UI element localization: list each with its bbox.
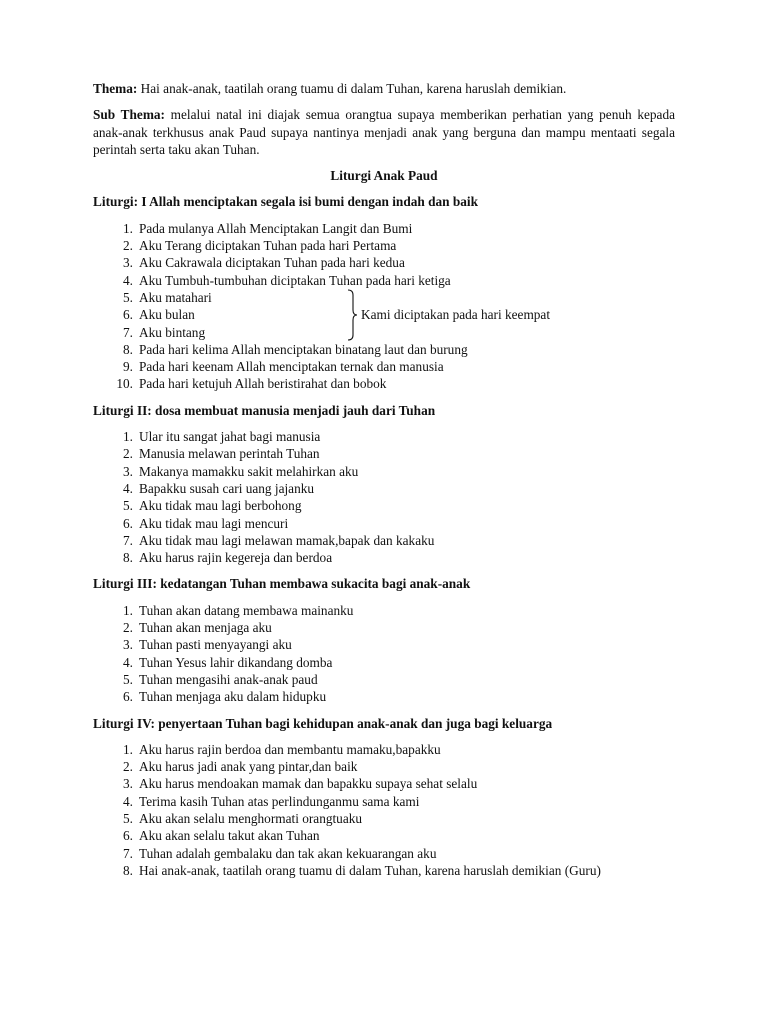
theme-paragraph [93, 80, 675, 97]
list-item-number: 2. [123, 759, 133, 775]
list-item [112, 463, 675, 480]
list-item-number: 1. [123, 741, 133, 757]
list-item [112, 532, 675, 549]
list-item-text: Bapakku susah cari uang jajanku [139, 480, 315, 496]
list-item-text: Aku akan selalu menghormati orangtuaku [139, 810, 363, 826]
list-item [112, 636, 675, 653]
liturgy-list [93, 602, 675, 706]
sub-theme-paragraph [93, 106, 675, 158]
list-item-text: Aku tidak mau lagi melawan mamak,bapak dan kakaku [139, 532, 435, 548]
list-item-text: Tuhan Yesus lahir dikandang domba [139, 654, 333, 670]
sub-theme-label: Sub Thema: [93, 107, 165, 123]
list-item-number: 6. [123, 515, 133, 531]
list-item [112, 827, 675, 844]
liturgy-list [93, 741, 675, 879]
list-item-number: 5. [123, 498, 133, 514]
list-item-text: Makanya mamakku sakit melahirkan aku [139, 463, 359, 479]
list-item-text: Tuhan pasti menyayangi aku [139, 637, 292, 653]
list-item-text: Aku tidak mau lagi mencuri [139, 515, 289, 531]
list-item [112, 341, 675, 358]
list-item-text: Aku bulan [139, 307, 195, 323]
list-item-number: 7. [123, 532, 133, 548]
liturgy-heading: Liturgi II: dosa membuat manusia menjadi jauh dari Tuhan [93, 402, 436, 418]
list-item-text: Tuhan menjaga aku dalam hidupku [139, 689, 327, 705]
list-item-text: Tuhan akan menjaga aku [139, 620, 272, 636]
list-item [112, 688, 675, 705]
liturgy-heading: Liturgi III: kedatangan Tuhan membawa sukacita bagi anak-anak [93, 576, 471, 592]
list-item [112, 845, 675, 862]
list-item-text: Aku harus jadi anak yang pintar,dan baik [139, 759, 358, 775]
list-item-number: 8. [123, 862, 133, 878]
sub-theme-text: melalui natal ini diajak semua orangtua supaya memberikan perhatian yang penuh kepada anak-anak terkhusus anak Paud supaya nantinya menjadi anak yang berguna dan mampu mentaati segala perintah serta taku akan Tuhan. [93, 107, 675, 157]
list-item-number: 5. [123, 671, 133, 687]
curly-brace-icon [346, 289, 358, 341]
list-item-number: 10. [116, 376, 133, 392]
brace-note-text: Kami diciptakan pada hari keempat [361, 307, 551, 323]
list-item-text: Tuhan mengasihi anak-anak paud [139, 671, 318, 687]
list-item-number: 7. [123, 845, 133, 861]
list-item [112, 445, 675, 462]
list-item [112, 480, 675, 497]
list-item-number: 2. [123, 238, 133, 254]
list-item [112, 602, 675, 619]
list-item [112, 220, 675, 237]
list-item-text: Aku akan selalu takut akan Tuhan [139, 828, 320, 844]
liturgy-list [93, 220, 675, 393]
list-item-number: 4. [123, 480, 133, 496]
list-item-number: 9. [123, 359, 133, 375]
list-item [112, 254, 675, 271]
list-item-number: 4. [123, 793, 133, 809]
list-item [112, 810, 675, 827]
list-item-number: 8. [123, 550, 133, 566]
list-item-number: 6. [123, 689, 133, 705]
list-item-text: Pada hari keenam Allah menciptakan ternak dan manusia [139, 359, 444, 375]
list-item-text: Aku Tumbuh-tumbuhan diciptakan Tuhan pada hari ketiga [139, 272, 451, 288]
list-item-number: 4. [123, 272, 133, 288]
list-item [112, 654, 675, 671]
theme-label: Thema: [93, 81, 138, 96]
list-item [112, 515, 675, 532]
list-item-number: 7. [123, 324, 133, 340]
list-item-number: 5. [123, 810, 133, 826]
liturgy-list [93, 428, 675, 566]
list-item [112, 497, 675, 514]
list-item-text: Aku harus rajin kegereja dan berdoa [139, 550, 333, 566]
list-item [112, 375, 675, 392]
list-item-text: Aku matahari [139, 289, 212, 305]
brace-annotation [346, 289, 550, 341]
list-item-number: 3. [123, 463, 133, 479]
list-item-number: 3. [123, 776, 133, 792]
document-page [93, 80, 675, 888]
list-item [112, 358, 675, 375]
list-item-number: 1. [123, 602, 133, 618]
list-item-number: 3. [123, 255, 133, 271]
list-item-text: Aku harus rajin berdoa dan membantu mamaku,bapakku [139, 741, 441, 757]
list-item-text: Pada hari kelima Allah menciptakan binatang laut dan burung [139, 341, 468, 357]
list-item-text: Hai anak-anak, taatilah orang tuamu di dalam Tuhan, karena haruslah demikian (Guru) [139, 862, 601, 878]
list-item [112, 793, 675, 810]
list-item-text: Aku harus mendoakan mamak dan bapakku supaya sehat selalu [139, 776, 478, 792]
list-item [112, 775, 675, 792]
document-title: Liturgi Anak Paud [330, 168, 438, 184]
list-item-text: Aku tidak mau lagi berbohong [139, 498, 302, 514]
list-item-number: 1. [123, 220, 133, 236]
list-item-text: Tuhan akan datang membawa mainanku [139, 602, 354, 618]
list-item-text: Terima kasih Tuhan atas perlindunganmu sama kami [139, 793, 420, 809]
list-item [112, 619, 675, 636]
list-item-text: Ular itu sangat jahat bagi manusia [139, 429, 321, 445]
list-item-text: Aku Cakrawala diciptakan Tuhan pada hari kedua [139, 255, 405, 271]
list-item-number: 4. [123, 654, 133, 670]
list-item-number: 1. [123, 429, 133, 445]
list-item-text: Aku bintang [139, 324, 206, 340]
list-item-text: Tuhan adalah gembalaku dan tak akan kekuarangan aku [139, 845, 437, 861]
list-item-number: 2. [123, 446, 133, 462]
list-item-text: Pada mulanya Allah Menciptakan Langit dan Bumi [139, 220, 413, 236]
list-item [112, 549, 675, 566]
list-item [112, 671, 675, 688]
list-item [112, 741, 675, 758]
list-item [112, 428, 675, 445]
list-item-text: Manusia melawan perintah Tuhan [139, 446, 320, 462]
list-item-text: Pada hari ketujuh Allah beristirahat dan bobok [139, 376, 387, 392]
list-item-number: 2. [123, 620, 133, 636]
list-item-number: 3. [123, 637, 133, 653]
liturgy-heading: Liturgi IV: penyertaan Tuhan bagi kehidupan anak-anak dan juga bagi keluarga [93, 715, 553, 731]
list-item-text: Aku Terang diciptakan Tuhan pada hari Pertama [139, 238, 397, 254]
list-item-number: 6. [123, 828, 133, 844]
list-item [112, 272, 675, 289]
list-item [112, 758, 675, 775]
theme-text: Hai anak-anak, taatilah orang tuamu di dalam Tuhan, karena haruslah demikian. [137, 81, 567, 96]
list-item [112, 237, 675, 254]
list-item-number: 6. [123, 307, 133, 323]
liturgy-sections [93, 193, 675, 879]
list-item-number: 8. [123, 341, 133, 357]
liturgy-heading: Liturgi: I Allah menciptakan segala isi bumi dengan indah dan baik [93, 194, 478, 210]
list-item [112, 862, 675, 879]
list-item-number: 5. [123, 289, 133, 305]
